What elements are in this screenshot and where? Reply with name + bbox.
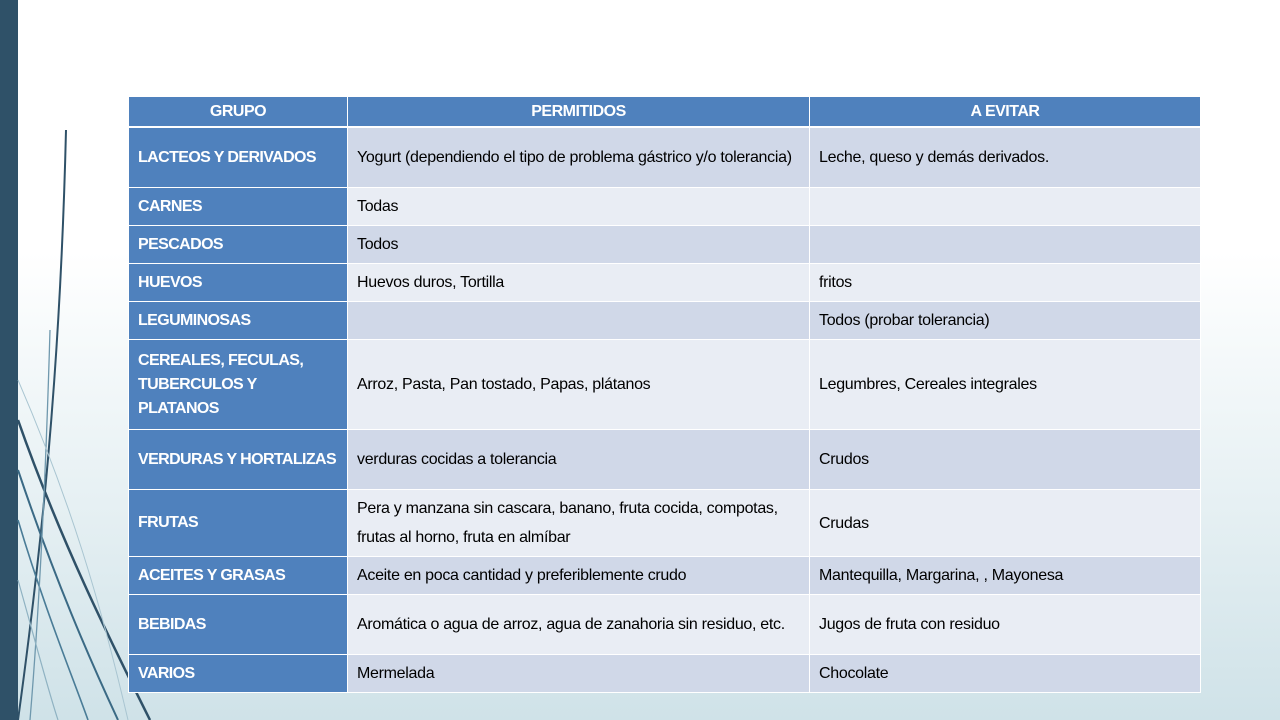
row-group-cell: HUEVOS: [129, 264, 348, 302]
row-permitidos-cell: Todas: [348, 188, 810, 226]
table-row: [129, 264, 1201, 302]
table-row: [129, 127, 1201, 188]
row-permitidos-cell: Aromática o agua de arroz, agua de zanahoria sin residuo, etc.: [348, 595, 810, 655]
table-row: [129, 430, 1201, 490]
table-row: [129, 340, 1201, 430]
row-group-cell: LACTEOS Y DERIVADOS: [129, 127, 348, 188]
row-evitar-cell: Crudos: [810, 430, 1201, 490]
row-evitar-cell: Todos (probar tolerancia): [810, 302, 1201, 340]
row-permitidos-cell: [348, 302, 810, 340]
header-grupo: GRUPO: [129, 97, 348, 128]
header-permitidos: PERMITIDOS: [348, 97, 810, 128]
row-evitar-cell: Mantequilla, Margarina, , Mayonesa: [810, 557, 1201, 595]
row-group-cell: VERDURAS Y HORTALIZAS: [129, 430, 348, 490]
row-permitidos-cell: Yogurt (dependiendo el tipo de problema gástrico y/o tolerancia): [348, 127, 810, 188]
row-evitar-cell: Jugos de fruta con residuo: [810, 595, 1201, 655]
left-accent-bar: [0, 0, 18, 720]
row-evitar-cell: Chocolate: [810, 655, 1201, 693]
row-permitidos-cell: Todos: [348, 226, 810, 264]
row-permitidos-cell: verduras cocidas a tolerancia: [348, 430, 810, 490]
table-header-row: [129, 97, 1201, 128]
row-group-cell: CARNES: [129, 188, 348, 226]
row-evitar-cell: fritos: [810, 264, 1201, 302]
row-permitidos-cell: Aceite en poca cantidad y preferiblemente crudo: [348, 557, 810, 595]
row-permitidos-cell: Mermelada: [348, 655, 810, 693]
row-permitidos-cell: Huevos duros, Tortilla: [348, 264, 810, 302]
row-group-cell: BEBIDAS: [129, 595, 348, 655]
row-permitidos-cell: Pera y manzana sin cascara, banano, fruta cocida, compotas, frutas al horno, fruta en almíbar: [348, 490, 810, 557]
row-group-cell: LEGUMINOSAS: [129, 302, 348, 340]
table-row: [129, 655, 1201, 693]
table-row: [129, 302, 1201, 340]
row-group-cell: ACEITES Y GRASAS: [129, 557, 348, 595]
table-row: [129, 490, 1201, 557]
row-evitar-cell: Legumbres, Cereales integrales: [810, 340, 1201, 430]
table-row: [129, 226, 1201, 264]
table-row: [129, 557, 1201, 595]
row-evitar-cell: [810, 188, 1201, 226]
diet-table: [128, 96, 1201, 693]
row-permitidos-cell: Arroz, Pasta, Pan tostado, Papas, plátanos: [348, 340, 810, 430]
row-evitar-cell: Leche, queso y demás derivados.: [810, 127, 1201, 188]
header-evitar: A EVITAR: [810, 97, 1201, 128]
table-row: [129, 188, 1201, 226]
row-group-cell: VARIOS: [129, 655, 348, 693]
row-group-cell: FRUTAS: [129, 490, 348, 557]
row-evitar-cell: [810, 226, 1201, 264]
table-row: [129, 595, 1201, 655]
row-group-cell: CEREALES, FECULAS, TUBERCULOS Y PLATANOS: [129, 340, 348, 430]
row-group-cell: PESCADOS: [129, 226, 348, 264]
row-evitar-cell: Crudas: [810, 490, 1201, 557]
diet-table-container: [128, 96, 1200, 693]
